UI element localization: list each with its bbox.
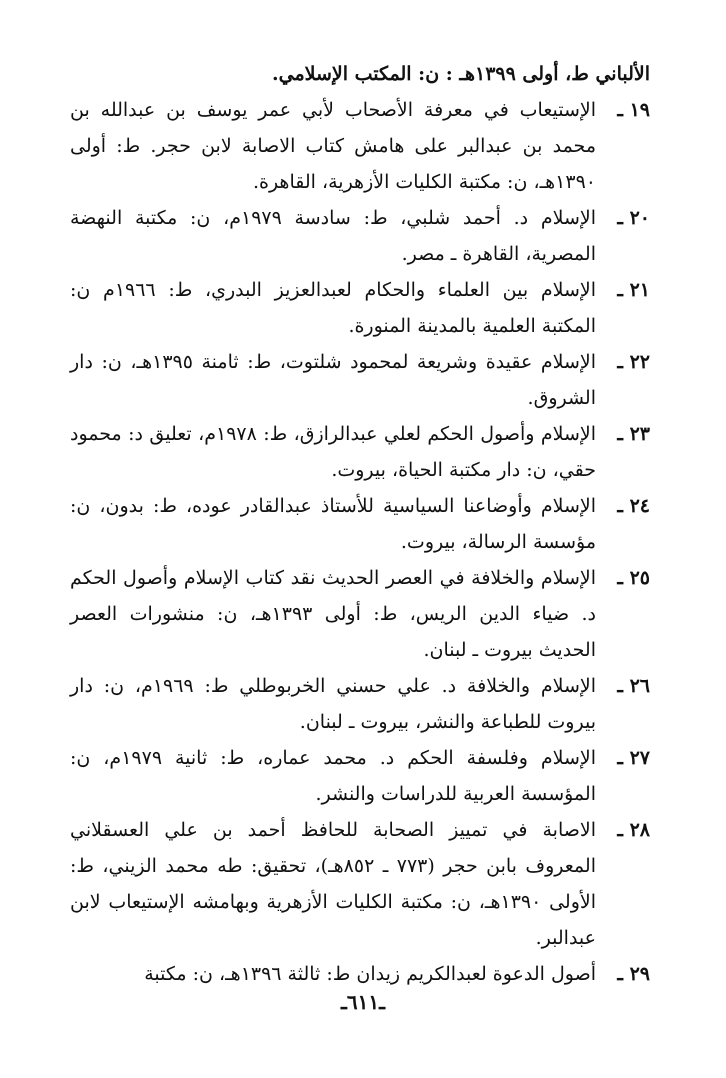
entry-number: ٢٧ ـ bbox=[617, 747, 650, 769]
entry-text: الإسلام وأوضاعنا السياسية للأستاذ عبدالقادر عوده، ط: بدون، ن: مؤسسة الرسالة، بيروت. bbox=[70, 495, 596, 553]
entry-text: أصول الدعوة لعبدالكريم زيدان ط: ثالثة ١٣٩٦هـ، ن: مكتبة bbox=[144, 963, 596, 985]
bibliography-entry bbox=[70, 668, 650, 740]
continued-entry-line: الألباني ط، أولى ١٣٩٩هـ : ن: المكتب الإسلامي. bbox=[272, 63, 650, 85]
bibliography-entry bbox=[70, 956, 650, 992]
entry-text: الاصابة في تمييز الصحابة للحافظ أحمد بن علي العسقلاني المعروف بابن حجر (٧٧٣ ـ ٨٥٢هـ)، تحقيق: طه محمد الزيني، ط: الأولى ١٣٩٠هـ، ن: مكتبة الكليات الأزهرية وبهامشه الإستيعاب لابن عبدالبر. bbox=[70, 819, 596, 949]
bibliography-entry bbox=[70, 488, 650, 560]
entry-number: ٢٦ ـ bbox=[617, 675, 650, 697]
entry-number: ٢٥ ـ bbox=[617, 567, 650, 589]
entry-text: الإسلام والخلافة في العصر الحديث نقد كتاب الإسلام وأصول الحكم د. ضياء الدين الريس، ط: أولى ١٣٩٣هـ، ن: منشورات العصر الحديث بيروت ـ لبنان. bbox=[70, 567, 597, 661]
entry-text: الإسلام وفلسفة الحكم د. محمد عماره، ط: ثانية ١٩٧٩م، ن: المؤسسة العربية للدراسات والنشر. bbox=[70, 747, 597, 805]
bibliography-entry bbox=[70, 92, 650, 200]
entry-text: الإسلام عقيدة وشريعة لمحمود شلتوت، ط: ثامنة ١٣٩٥هـ، ن: دار الشروق. bbox=[70, 351, 596, 409]
entry-number: ٢٤ ـ bbox=[617, 495, 650, 517]
entry-number: ٢٨ ـ bbox=[617, 819, 650, 841]
bibliography-entry bbox=[70, 272, 650, 344]
bibliography-entry bbox=[70, 344, 650, 416]
bibliography-entry bbox=[70, 560, 650, 668]
entry-number: ٢٠ ـ bbox=[617, 207, 650, 229]
entry-text: الإسلام د. أحمد شلبي، ط: سادسة ١٩٧٩م، ن: مكتبة النهضة المصرية، القاهرة ـ مصر. bbox=[70, 207, 596, 265]
bibliography-list bbox=[70, 56, 650, 992]
bibliography-entry bbox=[70, 812, 650, 956]
entry-text: الإستيعاب في معرفة الأصحاب لأبي عمر يوسف بن عبدالله بن محمد بن عبدالبر على هامش كتاب الاصابة لابن حجر. ط: أولى ١٣٩٠هـ، ن: مكتبة الكليات الأزهرية، القاهرة. bbox=[70, 99, 596, 193]
entry-text: الإسلام وأصول الحكم لعلي عبدالرازق، ط: ١٩٧٨م، تعليق د: محمود حقي، ن: دار مكتبة الحياة، بيروت. bbox=[70, 423, 596, 481]
bibliography-entry bbox=[70, 416, 650, 488]
entry-number: ١٩ ـ bbox=[617, 99, 650, 121]
entry-number: ٢١ ـ bbox=[617, 279, 650, 301]
entry-number: ٢٢ ـ bbox=[617, 351, 650, 373]
entry-text: الإسلام والخلافة د. علي حسني الخربوطلي ط: ١٩٦٩م، ن: دار بيروت للطباعة والنشر، بيروت ـ لبنان. bbox=[70, 675, 596, 733]
entry-text: الإسلام بين العلماء والحكام لعبدالعزيز البدري، ط: ١٩٦٦م ن: المكتبة العلمية بالمدينة المنورة. bbox=[70, 279, 596, 337]
bibliography-entry bbox=[70, 200, 650, 272]
bibliography-entry bbox=[70, 740, 650, 812]
entry-number: ٢٣ ـ bbox=[617, 423, 650, 445]
entry-number: ٢٩ ـ bbox=[617, 963, 650, 985]
page-number: ـ٦١١ـ bbox=[341, 990, 385, 1014]
